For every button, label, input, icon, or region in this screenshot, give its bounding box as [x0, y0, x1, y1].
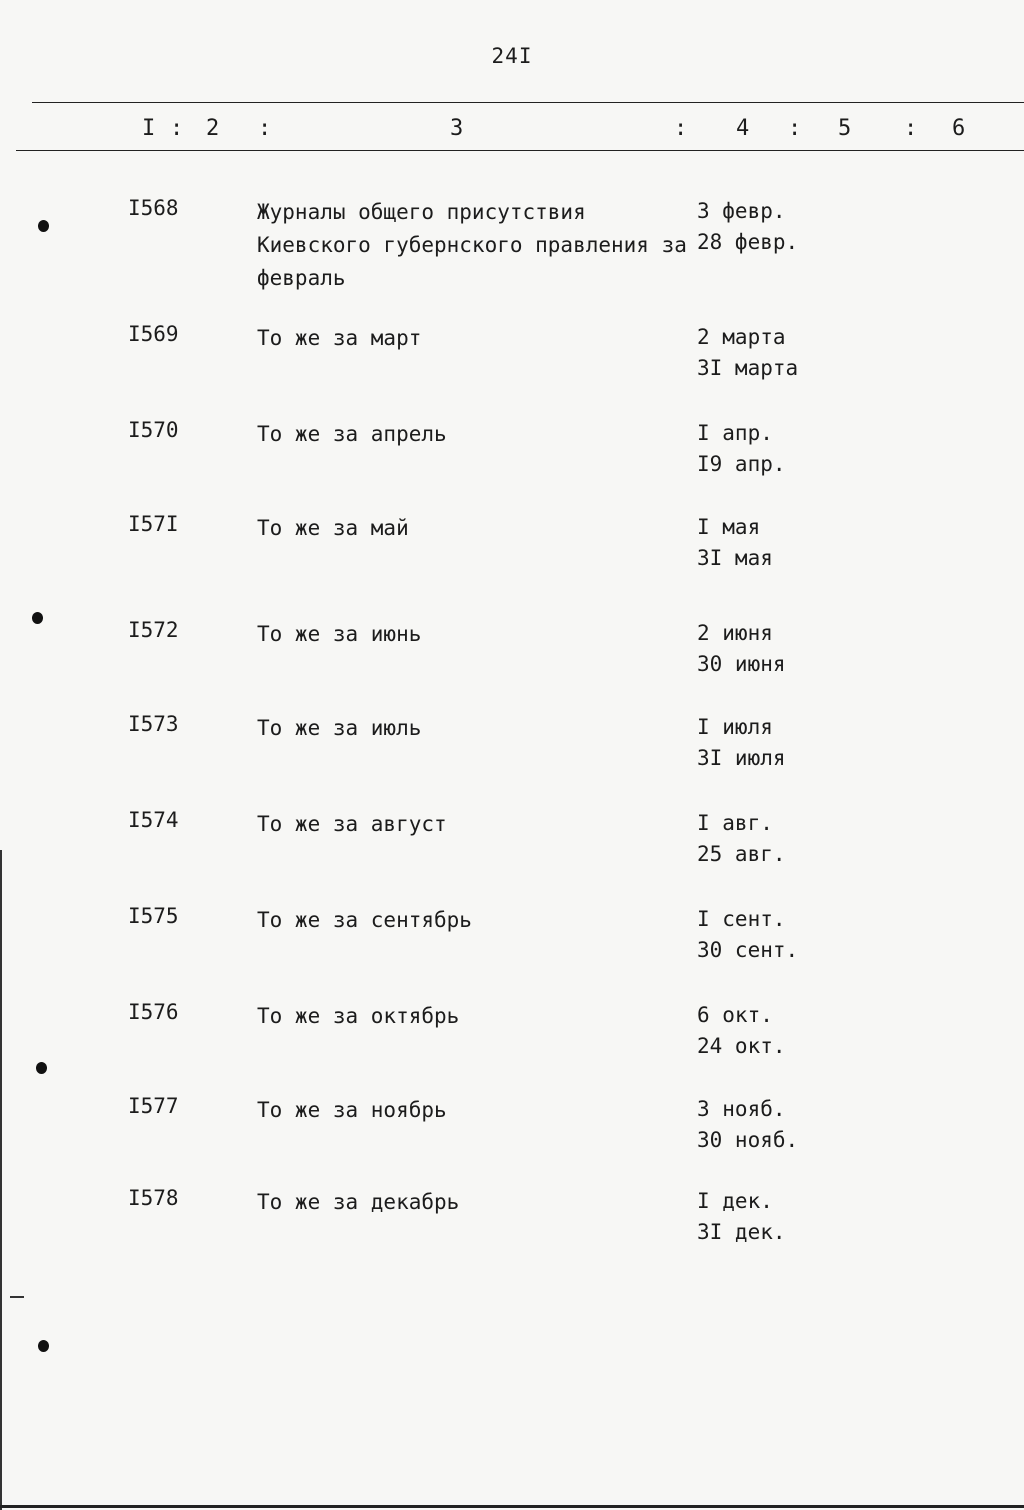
- entry-number: I575: [128, 904, 179, 928]
- entry-number: I57I: [128, 512, 179, 536]
- page-left-edge: [0, 850, 2, 1510]
- entry-title: То же за август: [257, 812, 447, 836]
- entry-number: I573: [128, 712, 179, 736]
- entry-title: То же за март: [257, 326, 422, 350]
- entry-start-date: I авг.: [697, 811, 773, 835]
- entry-end-date: 3I дек.: [697, 1220, 786, 1244]
- entry-start-date: I сент.: [697, 907, 786, 931]
- entry-title: То же за апрель: [257, 422, 447, 446]
- binding-hole-mark: [38, 1340, 49, 1352]
- entry-dates: [697, 1094, 798, 1156]
- entry-start-date: 3 февр.: [697, 199, 786, 223]
- entry-dates: [697, 512, 773, 574]
- entry-title: Журналы общего присутствия Киевского губернского правления за февраль: [257, 200, 687, 290]
- column-header-2: 2: [206, 116, 220, 141]
- entry-dates: [697, 618, 786, 680]
- entry-start-date: I июля: [697, 715, 773, 739]
- entry-title: То же за сентябрь: [257, 908, 472, 932]
- page-number: 24I: [491, 44, 533, 68]
- entry-number: I577: [128, 1094, 179, 1118]
- column-header-5: 5: [838, 116, 852, 141]
- entry-start-date: I дек.: [697, 1189, 773, 1213]
- column-header-3: 3: [450, 116, 464, 141]
- entry-number: I576: [128, 1000, 179, 1024]
- column-header-6: 6: [952, 116, 966, 141]
- entry-title: То же за июль: [257, 716, 422, 740]
- entry-dates: [697, 1000, 786, 1062]
- entry-end-date: 25 авг.: [697, 842, 786, 866]
- entry-dates: [697, 322, 798, 384]
- entry-number: I574: [128, 808, 179, 832]
- header-top-rule: [32, 102, 1024, 103]
- column-separator: :: [258, 116, 272, 141]
- entry-start-date: 2 марта: [697, 325, 786, 349]
- entry-dates: [697, 418, 786, 480]
- entry-number: I568: [128, 196, 179, 220]
- entry-number: I570: [128, 418, 179, 442]
- entry-start-date: 2 июня: [697, 621, 773, 645]
- entry-start-date: I мая: [697, 515, 761, 539]
- entry-end-date: I9 апр.: [697, 452, 786, 476]
- margin-dash-mark: [10, 1296, 24, 1298]
- entry-end-date: 24 окт.: [697, 1034, 786, 1058]
- entry-end-date: 3I июля: [697, 746, 786, 770]
- entry-end-date: 30 сент.: [697, 938, 799, 962]
- entry-start-date: 6 окт.: [697, 1003, 773, 1027]
- column-separator: :: [788, 116, 802, 141]
- binding-hole-mark: [36, 1062, 47, 1074]
- entry-end-date: 28 февр.: [697, 230, 799, 254]
- entry-end-date: 3I марта: [697, 356, 799, 380]
- entry-dates: [697, 712, 786, 774]
- entry-end-date: 30 июня: [697, 652, 786, 676]
- entry-title: То же за октябрь: [257, 1004, 460, 1028]
- entry-dates: [697, 1186, 786, 1248]
- entry-number: I572: [128, 618, 179, 642]
- entry-end-date: 30 нояб.: [697, 1128, 799, 1152]
- column-header-4: 4: [736, 116, 750, 141]
- binding-hole-mark: [38, 220, 49, 232]
- page-bottom-edge: [0, 1505, 1024, 1508]
- entry-end-date: 3I мая: [697, 546, 773, 570]
- header-bottom-rule: [16, 150, 1024, 151]
- entry-start-date: 3 нояб.: [697, 1097, 786, 1121]
- entry-title: То же за декабрь: [257, 1190, 460, 1214]
- entry-number: I569: [128, 322, 179, 346]
- entry-title: То же за ноябрь: [257, 1098, 447, 1122]
- column-header-1: I: [142, 116, 156, 141]
- entry-dates: [697, 904, 798, 966]
- entry-number: I578: [128, 1186, 179, 1210]
- entry-dates: [697, 196, 798, 258]
- column-separator: :: [674, 116, 688, 141]
- column-separator: :: [904, 116, 918, 141]
- entry-dates: [697, 808, 786, 870]
- entry-start-date: I апр.: [697, 421, 773, 445]
- entry-title: То же за июнь: [257, 622, 422, 646]
- column-separator: :: [170, 116, 184, 141]
- entry-title: То же за май: [257, 516, 409, 540]
- binding-hole-mark: [32, 612, 43, 624]
